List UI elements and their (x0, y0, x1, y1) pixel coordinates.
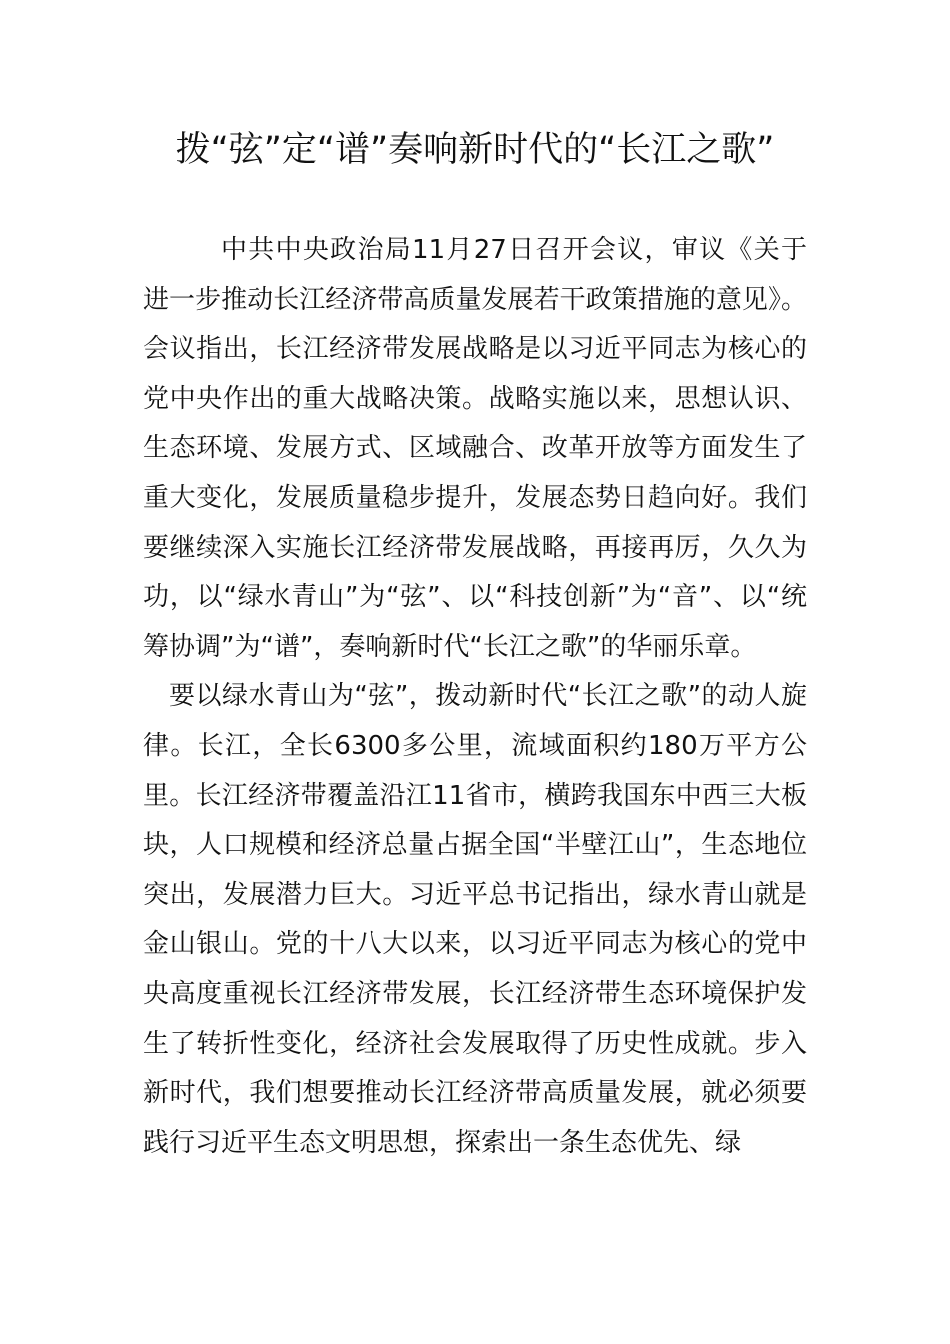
paragraph-1: 中共中央政治局11月27日召开会议，审议《关于进一步推动长江经济带高质量发展若干政策措施的意见》。会议指出，长江经济带发展战略是以习近平同志为核心的党中央作出的重大战略决策。战略实施以来，思想认识、生态环境、发展方式、区域融合、改革开放等方面发生了重大变化，发展质量稳步提升，发展态势日趋向好。我们要继续深入实施长江经济带发展战略，再接再厉，久久为功，以“绿水青山”为“弦”、以“科技创新”为“音”、以“统筹协调”为“谱”，奏响新时代“长江之歌”的华丽乐章。 (143, 235, 807, 662)
document-body (143, 226, 807, 1168)
document-title: 拨“弦”定“谱”奏响新时代的“长江之歌” (175, 130, 775, 170)
paragraph-2: 要以绿水青山为“弦”，拨动新时代“长江之歌”的动人旋律。长江，全长6300多公里，流域面积约180万平方公里。长江经济带覆盖沿江11省市，横跨我国东中西三大板块，人口规模和经济总量占据全国“半壁江山”，生态地位突出，发展潜力巨大。习近平总书记指出，绿水青山就是金山银山。党的十八大以来，以习近平同志为核心的党中央高度重视长江经济带发展，长江经济带生态环境保护发生了转折性变化，经济社会发展取得了历史性成就。步入新时代，我们想要推动长江经济带高质量发展，就必须要践行习近平生态文明思想，探索出一条生态优先、绿 (143, 681, 807, 1158)
